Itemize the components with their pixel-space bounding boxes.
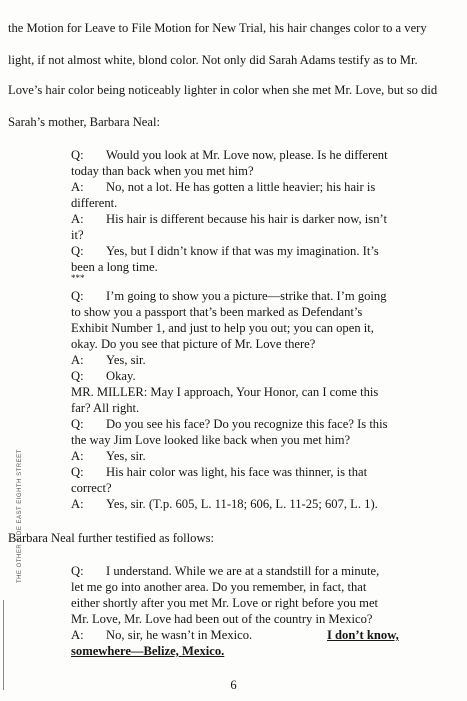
q-text-cont: Exhibit Number 1, and just to help you out; you can open it,: [71, 321, 374, 335]
a-text: Yes, sir. (T.p. 605, L. 11-18; 606, L. 11-25; 607, L. 1).: [106, 497, 378, 511]
a-label: A:: [71, 449, 84, 463]
a-text-emphasis-cont: somewhere—Belize, Mexico.: [71, 644, 225, 658]
a-text: No, sir, he wasn’t in Mexico.: [106, 628, 253, 642]
q-label: Q:: [71, 564, 84, 578]
q-text: Yes, but I didn’t know if that was my imagination. It’s: [106, 244, 379, 258]
a-text-cont: it?: [71, 228, 84, 242]
intro-line-4: Sarah’s mother, Barbara Neal:: [8, 115, 160, 129]
q-text: Do you see his face? Do you recognize this face? Is this: [106, 417, 388, 431]
q-label: Q:: [71, 465, 84, 479]
q-label: Q:: [71, 369, 84, 383]
a-label: A:: [71, 497, 84, 511]
speaker-line: MR. MILLER: May I approach, Your Honor, can I come this: [71, 385, 379, 399]
q-text-cont: either shortly after you met Mr. Love or right before you met: [71, 596, 379, 610]
q-text-cont: the way Jim Love looked like back when you met him?: [71, 433, 351, 447]
q-label: Q:: [71, 244, 84, 258]
page-number: 6: [230, 678, 237, 692]
speaker-line-cont: far? All right.: [71, 401, 140, 415]
a-label: A:: [71, 212, 84, 226]
q-text-cont: been a long time.: [71, 260, 158, 274]
q-label: Q:: [71, 148, 84, 162]
q-text-cont: let me go into another area. Do you remember, in fact, that: [71, 580, 367, 594]
a-text-cont: different.: [71, 196, 118, 210]
q-text-cont: Mr. Love, Mr. Love had been out of the country in Mexico?: [71, 612, 373, 626]
q-text: Okay.: [106, 369, 136, 383]
a-text: No, not a lot. He has gotten a little heavier; his hair is: [106, 180, 376, 194]
q-label: Q:: [71, 289, 84, 303]
q-text: Would you look at Mr. Love now, please. Is he different: [106, 148, 388, 162]
a-label: A:: [71, 628, 84, 642]
section-separator: ***: [71, 273, 85, 283]
a-text: His hair is different because his hair is darker now, isn’t: [106, 212, 387, 226]
q-text-cont: okay. Do you see that picture of Mr. Love there?: [71, 337, 316, 351]
a-text-emphasis: I don’t know,: [327, 628, 399, 642]
a-label: A:: [71, 180, 84, 194]
a-text: Yes, sir.: [106, 353, 146, 367]
q-label: Q:: [71, 417, 84, 431]
q-text: I’m going to show you a picture—strike that. I’m going: [106, 289, 387, 303]
q-text-cont: today than back when you met him?: [71, 164, 254, 178]
margin-rule: [3, 600, 4, 690]
margin-stamp-text: THE OTHER SIDE EAST EIGHTH STREET: [17, 449, 23, 583]
transition-line: Barbara Neal further testified as follows:: [8, 531, 214, 545]
q-text: I understand. While we are at a standstill for a minute,: [106, 564, 380, 578]
q-text-cont: to show you a passport that’s been marked as Defendant’s: [71, 305, 363, 319]
a-label: A:: [71, 353, 84, 367]
intro-line-2: light, if not almost white, blond color. Not only did Sarah Adams testify as to Mr.: [8, 53, 418, 67]
a-text: Yes, sir.: [106, 449, 146, 463]
q-text-cont: correct?: [71, 481, 112, 495]
intro-line-3: Love’s hair color being noticeably lighter in color when she met Mr. Love, but so did: [8, 83, 438, 97]
q-text: His hair color was light, his face was thinner, is that: [106, 465, 368, 479]
intro-line-1: the Motion for Leave to File Motion for New Trial, his hair changes color to a very: [8, 21, 427, 35]
